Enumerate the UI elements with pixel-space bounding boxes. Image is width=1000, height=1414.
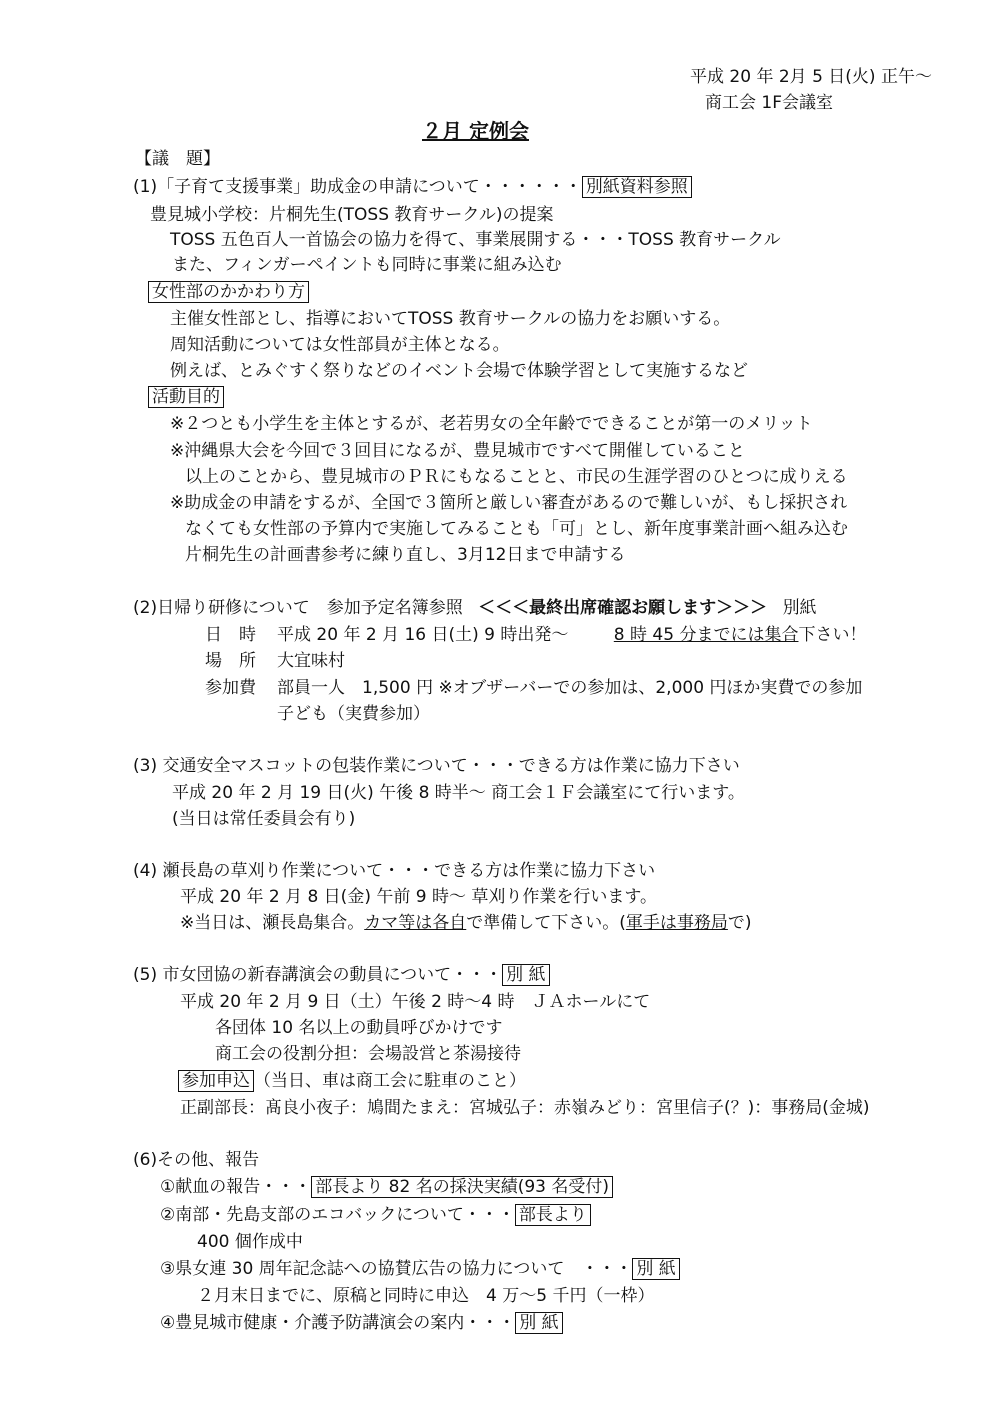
item4-line1: 平成 20 年 2 月 8 日(金) 午前 9 時～ 草刈り作業を行います。 [180,887,658,907]
purpose-line3: 以上のことから、豊見城市のＰＲにもなることと、市民の生涯学習のひとつに成りえる [185,467,848,487]
item5-line1: 平成 20 年 2 月 9 日（土）午後 2 時～4 時 ＪＡホールにて [180,992,651,1012]
item5-apply-label: 参加申込 [178,1070,254,1092]
women-line1: 主催女性部とし、指導においてTOSS 教育サークルの協力をお願いする。 [170,309,731,329]
item4-heading: (4) 瀬長島の草刈り作業について・・・できる方は作業に協力下さい [133,861,656,881]
item4-line2-a: ※当日は、瀬長島集合。 [180,913,365,933]
item4-line2-e: で) [727,913,752,933]
women-role-label: 女性部のかかわり方 [148,281,309,303]
item5-members: 正副部長：髙良小夜子：鳩間たまえ：宮城弘子：赤嶺みどり：宮里信子(？)：事務局(金城) [180,1098,870,1118]
item1-line2: また、フィンガーペイントも同時に事業に組み込む [172,255,562,275]
meeting-date: 平成 20 年 2月 5 日(火) 正午～ [690,67,932,87]
item2-heading: (2)日帰り研修について 参加予定名簿参照 [133,598,463,618]
item6-r3-sub: ２月末日までに、原稿と同時に申込 4 万～5 千円（一枠） [197,1286,655,1306]
item6-r3-row [160,1258,680,1280]
item5-apply-row [178,1070,526,1092]
item2-date-value: 平成 20 年 2 月 16 日(土) 9 時出発～ [277,625,569,645]
women-line3: 例えば、とみぐすく祭りなどのイベント会場で体験学習として実施するなど [170,361,748,381]
item2-fee-value: 部員一人 1,500 円 ※オブザーバーでの参加は、2,000 円ほか実費での参加 [277,678,863,698]
item2-date-row [277,624,866,646]
item2-gather-tail: 下さい！ [798,625,867,645]
item5-line3: 商工会の役割分担：会場設営と茶湯接待 [215,1044,521,1064]
item2-fee-label: 参加費 [205,678,256,698]
item5-apply-note: （当日、車は商工会に駐車のこと） [254,1071,526,1091]
item6-heading: (6)その他、報告 [133,1150,260,1170]
purpose-line6: 片桐先生の計画書参考に練り直し、3月12日まで申請する [185,545,626,565]
item2-confirm: ＜＜＜最終出席確認お願します＞＞＞ [478,598,768,618]
item6-r1: ①献血の報告・・・ [160,1177,312,1197]
item6-r1-row [160,1176,613,1198]
women-line2: 周知活動については女性部員が主体となる。 [170,335,510,355]
page-title: ２月 定例会 [422,119,529,143]
item5-line2: 各団体 10 名以上の動員呼びかけです [215,1018,503,1038]
item6-r2-box: 部長より [515,1204,591,1226]
item5-heading-row [133,964,550,986]
item4-line2-d: 軍手は事務局 [625,913,728,933]
item3-heading: (3) 交通安全マスコットの包装作業について・・・できる方は作業に協力下さい [133,756,740,776]
item3-line2: (当日は常任委員会有り) [172,809,356,829]
item6-r4: ④豊見城市健康・介護予防講演会の案内・・・ [160,1313,516,1333]
purpose-line1: ※２つとも小学生を主体とするが、老若男女の全年齢でできることが第一のメリット [170,414,813,434]
item6-r1-box: 部長より 82 名の採決実績(93 名受付) [311,1176,613,1198]
purpose-line2: ※沖縄県大会を今回で３回目になるが、豊見城市ですべて開催していること [170,441,745,461]
item2-place-value: 大宜味村 [277,651,345,671]
purpose-line5: なくても女性部の予算内で実施してみることも「可」とし、新年度事業計画へ組み込む [185,519,848,539]
item6-r2-sub: 400 個作成中 [197,1232,303,1252]
item1-heading [133,176,692,198]
item2-fee-child: 子ども（実費参加） [277,704,430,724]
item1-heading-text: (1)「子育て支援事業」助成金の申請について・・・・・・ [133,177,582,197]
item6-r3: ③県女連 30 周年記念誌への協賛広告の協力について ・・・ [160,1259,633,1279]
item3-line1: 平成 20 年 2 月 19 日(火) 午後 8 時半～ 商工会１Ｆ会議室にて行います。 [172,783,745,803]
item6-r4-box: 別 紙 [515,1312,562,1334]
item1-proposal: 豊見城小学校：片桐先生(TOSS 教育サークル)の提案 [150,205,554,225]
item4-line2 [180,912,752,934]
agenda-label: 【議 題】 [135,149,220,169]
item2-date-label: 日 時 [205,625,256,645]
item1-line1: TOSS 五色百人一首協会の協力を得て、事業展開する・・・TOSS 教育サークル [170,230,781,250]
item2-betsushi: 別紙 [782,598,817,618]
item2-gather-time: 8 時 45 分までには集合 [613,625,799,645]
purpose-label: 活動目的 [148,386,224,408]
item2-place-label: 場 所 [205,651,256,671]
item6-r2-row [160,1204,591,1226]
item5-ref: 別 紙 [502,964,549,986]
meeting-venue: 商工会 1F会議室 [705,93,833,113]
item1-ref: 別紙資料参照 [582,176,692,198]
item6-r4-row [160,1312,563,1334]
item4-line2-b: カマ等は各自 [364,913,467,933]
item4-line2-c: で準備して下さい。( [466,913,626,933]
item5-heading: (5) 市女団協の新春講演会の動員について・・・ [133,965,503,985]
item2-heading-row [133,597,817,619]
item6-r2: ②南部・先島支部のエコバックについて・・・ [160,1205,515,1225]
purpose-line4: ※助成金の申請をするが、全国で３箇所と厳しい審査があるので難しいが、もし採択され [170,493,848,513]
item6-r3-box: 別 紙 [632,1258,679,1280]
